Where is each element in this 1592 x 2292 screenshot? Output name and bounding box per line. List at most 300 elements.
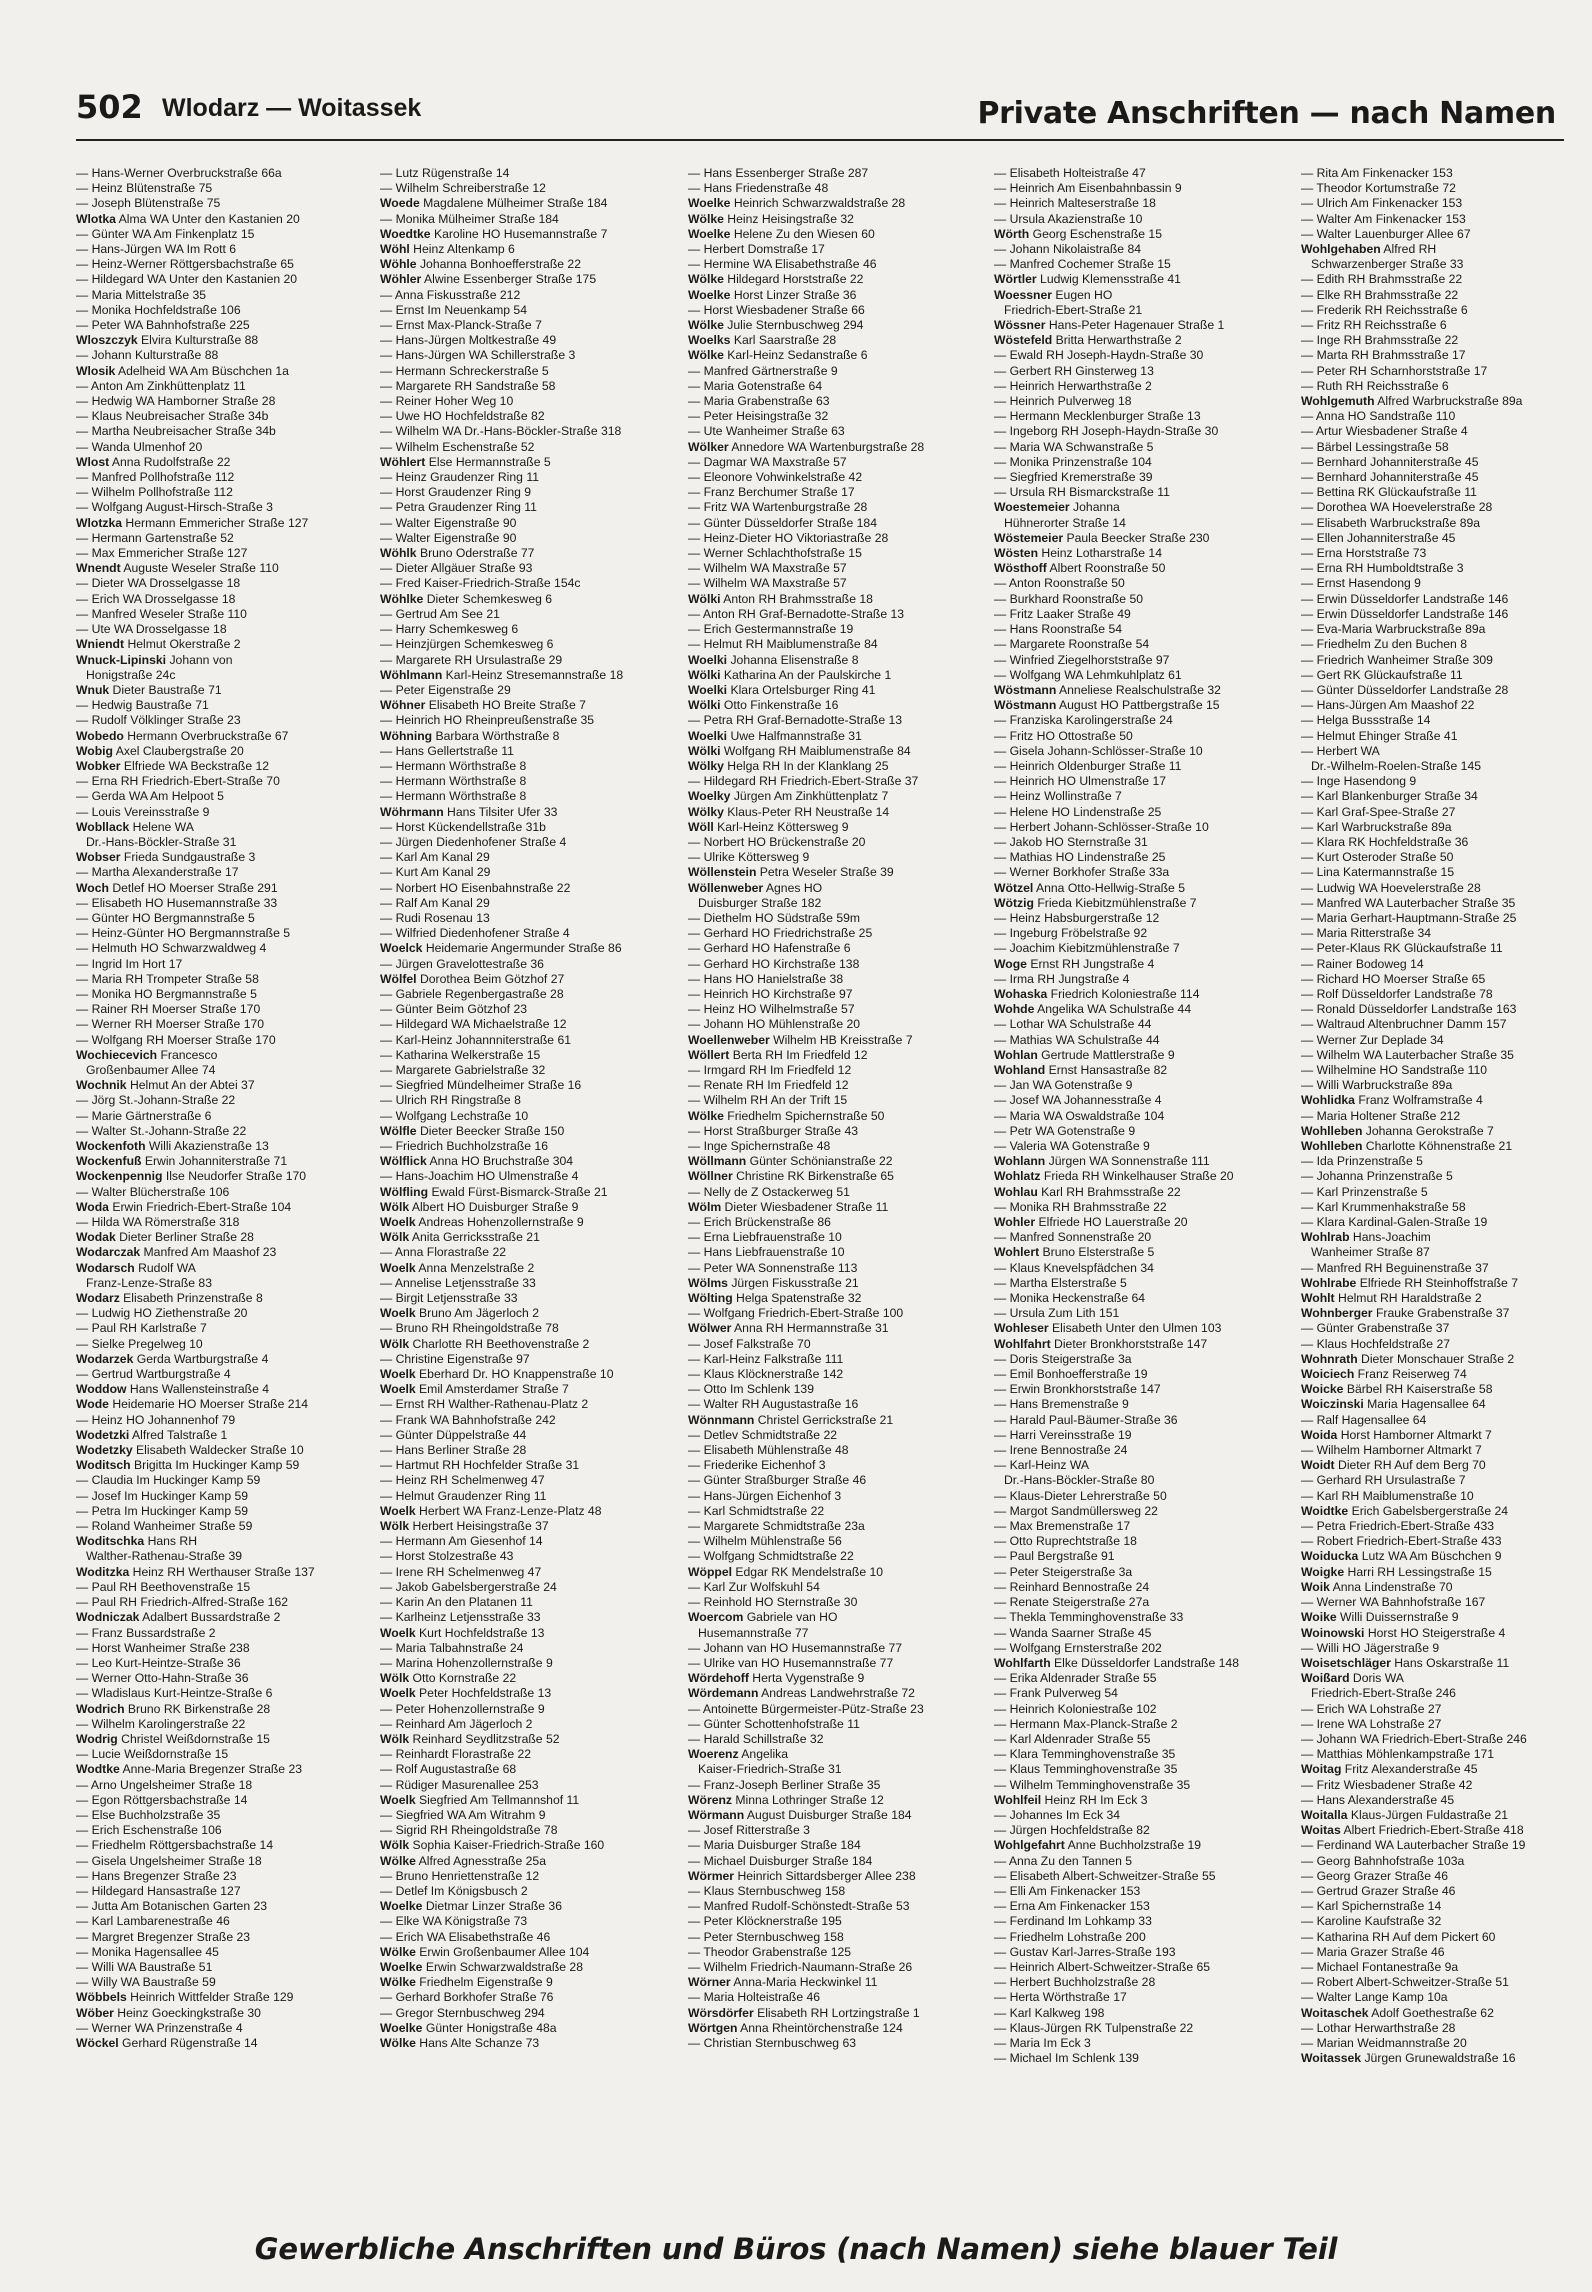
entry-text: — Uwe HO Hochfeldstraße 82 — [380, 409, 545, 424]
directory-entry — [688, 1215, 980, 1230]
directory-entry — [994, 2036, 1286, 2051]
directory-entry — [688, 1732, 980, 1747]
surname: Wobedo — [76, 728, 124, 743]
directory-entry — [76, 592, 368, 607]
surname: Wohlgehaben — [1301, 242, 1381, 257]
surname: Woelks — [688, 333, 731, 348]
directory-entry — [76, 1321, 368, 1336]
surname: Wohlfarth — [994, 1655, 1051, 1670]
directory-entry — [380, 1534, 672, 1549]
directory-entry — [76, 1732, 368, 1747]
entry-text: — Dieter WA Drosselgasse 18 — [76, 576, 241, 591]
surname: Wloszczyk — [76, 333, 138, 348]
directory-entry — [380, 607, 672, 622]
entry-text: — Inge Hasendong 9 — [1301, 774, 1417, 789]
entry-text: — Ernst Hasendong 9 — [1301, 576, 1421, 591]
entry-text: — Ruth RH Reichsstraße 6 — [1301, 378, 1449, 393]
entry-text: — Frederik RH Reichsstraße 6 — [1301, 302, 1468, 317]
entry-text: — Inge RH Brahmsstraße 22 — [1301, 333, 1459, 348]
entry-text: Hans RH — [144, 1534, 198, 1549]
entry-text: Christel Weißdornstraße 15 — [117, 1731, 270, 1746]
directory-entry — [994, 1671, 1286, 1686]
entry-text: — Hermann Wörthstraße 8 — [380, 789, 527, 804]
surname: Woiczinski — [1301, 1397, 1364, 1412]
entry-text: — Ingrid Im Hort 17 — [76, 956, 183, 971]
entry-text: Heidemarie Angermunder Straße 86 — [422, 941, 622, 956]
surname: Wodrich — [76, 1701, 125, 1716]
entry-text: — Rita Am Finkenacker 153 — [1301, 166, 1453, 180]
entry-text: Anne Buchholzstraße 19 — [1064, 1838, 1202, 1853]
entry-text: — Günter Straßburger Straße 46 — [688, 1473, 867, 1488]
directory-entry — [688, 729, 980, 744]
entry-text: Schwarzenberger Straße 33 — [1311, 257, 1464, 272]
directory-entry — [1301, 1549, 1576, 1564]
surname: Wodniczak — [76, 1610, 140, 1625]
directory-entry — [76, 394, 368, 409]
directory-entry — [76, 333, 368, 348]
directory-entry — [1301, 2006, 1576, 2021]
directory-entry — [380, 303, 672, 318]
surname: Wodarzek — [76, 1351, 134, 1366]
entry-text: — Heinrich Herwarthstraße 2 — [994, 378, 1152, 393]
directory-entry — [994, 926, 1286, 941]
directory-entry — [994, 941, 1286, 956]
entry-text: Erwin Friedrich-Ebert-Straße 104 — [108, 1199, 292, 1214]
entry-text: — Klaus Knevelspfädchen 34 — [994, 1260, 1154, 1275]
directory-entry — [76, 2036, 368, 2051]
directory-entry — [380, 698, 672, 713]
directory-entry — [688, 713, 980, 728]
entry-text: — Franz-Joseph Berliner Straße 35 — [688, 1777, 881, 1792]
entry-text: — Herbert Buchholzstraße 28 — [994, 1975, 1156, 1990]
entry-text: — Peter-Klaus RK Glückaufstraße 11 — [1301, 941, 1503, 956]
entry-text: Dr.-Wilhelm-Roelen-Straße 145 — [1311, 758, 1481, 773]
directory-entry — [1301, 805, 1576, 820]
directory-entry — [688, 1914, 980, 1929]
entry-text: — Hans-Jürgen Moltkestraße 49 — [380, 333, 557, 348]
directory-entry — [994, 1519, 1286, 1534]
directory-entry — [994, 424, 1286, 439]
entry-text: — Heinrich Albert-Schweitzer-Straße 65 — [994, 1959, 1211, 1974]
directory-entry — [688, 546, 980, 561]
directory-entry — [1301, 622, 1576, 637]
entry-text: — Erich WA Lohstraße 27 — [1301, 1701, 1442, 1716]
surname: Woida — [1301, 1427, 1338, 1442]
surname: Wösten — [994, 546, 1039, 561]
entry-text: — Hildegard RH Friedrich-Ebert-Straße 37 — [688, 774, 919, 789]
entry-text: — Manfred Gärtnerstraße 9 — [688, 363, 838, 378]
directory-entry — [688, 911, 980, 926]
entry-text: Peter Hochfeldstraße 13 — [415, 1686, 552, 1701]
entry-text: — Werner Borkhofer Straße 33a — [994, 865, 1170, 880]
entry-text: — Helmut Ehinger Straße 41 — [1301, 728, 1458, 743]
directory-entry — [688, 333, 980, 348]
surname: Wörner — [688, 1975, 731, 1990]
directory-entry — [688, 455, 980, 470]
surname: Wobser — [76, 850, 121, 865]
entry-text: Heinz Altenkamp 6 — [409, 242, 515, 257]
surname: Woelke — [688, 287, 731, 302]
entry-text: Erwin Großenbaumer Allee 104 — [415, 1944, 590, 1959]
surname: Woitassek — [1301, 2051, 1362, 2066]
directory-entry — [994, 1215, 1286, 1230]
directory-entry — [688, 896, 980, 911]
directory-entry — [380, 1778, 672, 1793]
directory-entry — [688, 850, 980, 865]
surname: Woitalla — [1301, 1807, 1348, 1822]
directory-entry — [380, 257, 672, 272]
directory-entry — [1301, 835, 1576, 850]
directory-entry — [380, 1033, 672, 1048]
directory-entry — [380, 516, 672, 531]
directory-entry — [994, 1930, 1286, 1945]
directory-entry — [994, 850, 1286, 865]
surname: Wöhlke — [380, 591, 424, 606]
directory-entry — [1301, 227, 1576, 242]
entry-text: — Lucie Weißdornstraße 15 — [76, 1747, 229, 1762]
directory-entry — [994, 1869, 1286, 1884]
entry-text: Dr.-Hans-Böckler-Straße 80 — [1004, 1473, 1155, 1488]
entry-text: — Wilhelm Eschenstraße 52 — [380, 439, 535, 454]
surname: Wölfel — [380, 971, 417, 986]
directory-entry — [1301, 1093, 1576, 1108]
entry-text: — Walter Eigenstraße 90 — [380, 530, 517, 545]
directory-entry — [76, 820, 368, 835]
directory-entry — [380, 531, 672, 546]
surname: Wölting — [688, 1291, 733, 1306]
entry-text: — Roland Wanheimer Straße 59 — [76, 1519, 253, 1534]
directory-entry — [994, 1230, 1286, 1245]
entry-text: Dieter Schemkesweg 6 — [423, 591, 553, 606]
directory-entry — [1301, 592, 1576, 607]
surname: Wohlrab — [1301, 1230, 1350, 1245]
entry-text: — Herbert Domstraße 17 — [688, 242, 825, 257]
surname: Woerenz — [688, 1747, 739, 1762]
directory-entry — [76, 941, 368, 956]
entry-text: — Helmut RH Maiblumenstraße 84 — [688, 637, 878, 652]
entry-text: Anna Lindenstraße 70 — [1329, 1579, 1453, 1594]
entry-text: Anna Otto-Hellwig-Straße 5 — [1033, 880, 1185, 895]
entry-text: — Doris Steigerstraße 3a — [994, 1351, 1132, 1366]
entry-text: Kurt Hochfeldstraße 13 — [415, 1625, 545, 1640]
directory-entry — [1301, 333, 1576, 348]
entry-text: Hans Alte Schanze 73 — [415, 2035, 540, 2050]
directory-entry — [994, 1276, 1286, 1291]
entry-text: — Else Buchholzstraße 35 — [76, 1807, 221, 1822]
entry-text: — Werner Zur Deplade 34 — [1301, 1032, 1444, 1047]
directory-entry — [688, 1808, 980, 1823]
entry-text: — Hilda WA Römerstraße 318 — [76, 1215, 240, 1230]
entry-text: Helmut An der Abtei 37 — [126, 1078, 255, 1093]
directory-entry — [688, 424, 980, 439]
entry-text: Franz Wolframstraße 4 — [1354, 1093, 1483, 1108]
entry-text: — Gerhard Borkhofer Straße 76 — [380, 1990, 554, 2005]
entry-text: — Heinrich Am Eisenbahnbassin 9 — [994, 181, 1182, 196]
directory-entry — [994, 1610, 1286, 1625]
page-header — [70, 88, 1580, 134]
entry-text: — Lothar Herwarthstraße 28 — [1301, 2020, 1456, 2035]
entry-text: — Maria Holteistraße 46 — [688, 1990, 821, 2005]
entry-text: — Marian Weidmannstraße 20 — [1301, 2035, 1467, 2050]
surname: Wötzig — [994, 895, 1034, 910]
directory-entry — [688, 1321, 980, 1336]
surname: Woelke — [380, 1899, 423, 1914]
directory-entry — [688, 1413, 980, 1428]
entry-text: — Theodor Kortumstraße 72 — [1301, 181, 1456, 196]
entry-text: Friedhelm Spichernstraße 50 — [723, 1108, 885, 1123]
entry-text: — Wilhelm Temminghovenstraße 35 — [994, 1777, 1191, 1792]
entry-text: — Karl Am Kanal 29 — [380, 850, 490, 865]
entry-text: — Hans Liebfrauenstraße 10 — [688, 1245, 845, 1260]
entry-text: Duisburger Straße 182 — [698, 895, 822, 910]
directory-entry — [1301, 181, 1576, 196]
entry-text: — Georg Bahnhofstraße 103a — [1301, 1853, 1465, 1868]
directory-entry — [688, 789, 980, 804]
directory-entry — [76, 379, 368, 394]
entry-text: — Friedrich Wanheimer Straße 309 — [1301, 652, 1493, 667]
directory-entry — [76, 759, 368, 774]
directory-entry — [1301, 1869, 1576, 1884]
entry-text: — Hermann Mecklenburger Straße 13 — [994, 409, 1201, 424]
entry-text: — Renate Steigerstraße 27a — [994, 1595, 1150, 1610]
entry-text: Johanna Gerokstraße 7 — [1362, 1123, 1494, 1138]
entry-text: — Maria Talbahnstraße 24 — [380, 1640, 524, 1655]
entry-text: — Ute WA Drosselgasse 18 — [76, 622, 227, 637]
directory-entry — [1301, 881, 1576, 896]
entry-text: — Karlheinz Letjensstraße 33 — [380, 1610, 541, 1625]
header-divider — [76, 139, 1564, 141]
directory-entry — [688, 470, 980, 485]
directory-entry — [76, 653, 368, 668]
directory-entry — [380, 683, 672, 698]
column-4 — [994, 166, 1286, 2196]
directory-entry — [380, 1808, 672, 1823]
entry-text: — Karl Prinzenstraße 5 — [1301, 1184, 1428, 1199]
directory-entry — [76, 1473, 368, 1488]
directory-entry — [380, 1352, 672, 1367]
directory-entry — [688, 1671, 980, 1686]
directory-entry — [1301, 409, 1576, 424]
entry-text: — Max Emmericher Straße 127 — [76, 546, 248, 561]
directory-entry — [688, 1778, 980, 1793]
entry-text: Heinz Goeckingkstraße 30 — [113, 2005, 261, 2020]
directory-entry — [1301, 759, 1576, 774]
directory-entry — [1301, 1352, 1576, 1367]
entry-text: — Norbert HO Eisenbahnstraße 22 — [380, 880, 571, 895]
surname: Wölm — [688, 1199, 722, 1214]
directory-entry — [380, 957, 672, 972]
entry-text: — Karin An den Platanen 11 — [380, 1595, 533, 1610]
entry-text: — Johann van HO Husemannstraße 77 — [688, 1640, 903, 1655]
directory-entry — [994, 348, 1286, 363]
directory-entry — [380, 379, 672, 394]
directory-entry — [1301, 1930, 1576, 1945]
directory-entry — [76, 576, 368, 591]
entry-text: — Ingeburg Fröbelstraße 92 — [994, 926, 1148, 941]
entry-text: — Werner WA Bahnhofstraße 167 — [1301, 1595, 1486, 1610]
directory-entry — [994, 592, 1286, 607]
directory-entry — [380, 1443, 672, 1458]
entry-text: — Lina Katermannstraße 15 — [1301, 865, 1455, 880]
surname: Wohlrabe — [1301, 1275, 1357, 1290]
directory-entry — [688, 272, 980, 287]
directory-entry — [1301, 1702, 1576, 1717]
directory-entry — [688, 759, 980, 774]
directory-entry — [76, 668, 368, 683]
entry-text: — Wilhelm Pollhofstraße 112 — [76, 485, 233, 500]
entry-text: — Willi HO Jägerstraße 9 — [1301, 1640, 1440, 1655]
surname: Wölki — [688, 743, 721, 758]
directory-entry — [380, 1686, 672, 1701]
entry-text: — Josef Ritterstraße 3 — [688, 1823, 810, 1838]
entry-text: — Jürgen Gravelottestraße 36 — [380, 956, 544, 971]
surname: Woitaschek — [1301, 2005, 1369, 2020]
entry-text: Minna Lothringer Straße 12 — [732, 1792, 884, 1807]
directory-entry — [1301, 1169, 1576, 1184]
entry-text: Anne-Maria Bregenzer Straße 23 — [119, 1762, 303, 1777]
directory-entry — [380, 546, 672, 561]
entry-text: — Hans-Joachim HO Ulmenstraße 4 — [380, 1169, 579, 1184]
directory-entry — [688, 1397, 980, 1412]
entry-text: — Josef Falkstraße 70 — [688, 1336, 811, 1351]
directory-entry — [994, 1686, 1286, 1701]
entry-text: — Wolfgang Lechstraße 10 — [380, 1108, 529, 1123]
entry-text: Friedrich-Ebert-Straße 246 — [1311, 1686, 1456, 1701]
directory-entry — [688, 1048, 980, 1063]
entry-text: — Wilhelm Karolingerstraße 22 — [76, 1716, 246, 1731]
entry-text: — Elisabeth HO Husemannstraße 33 — [76, 895, 278, 910]
entry-text: — Friedhelm Zu den Buchen 8 — [1301, 637, 1467, 652]
surname: Wohlt — [1301, 1291, 1335, 1306]
directory-entry — [994, 1854, 1286, 1869]
entry-text: — Annelise Letjensstraße 33 — [380, 1275, 536, 1290]
entry-text: Heinrich Schwarzwaldstraße 28 — [730, 196, 906, 211]
directory-entry — [76, 1139, 368, 1154]
entry-text: — Werner Schlachthofstraße 15 — [688, 546, 862, 561]
entry-text: Georg Eschenstraße 15 — [1029, 226, 1162, 241]
surname: Wohlfahrt — [994, 1336, 1051, 1351]
directory-entry — [76, 881, 368, 896]
entry-text: Erwin Schwarzwaldstraße 28 — [422, 1959, 583, 1974]
entry-text: — Ursula Zum Lith 151 — [994, 1306, 1120, 1321]
directory-entry — [76, 1641, 368, 1656]
entry-text: Alwine Essenberger Straße 175 — [421, 272, 597, 287]
entry-text: — Wilhelm Friedrich-Naumann-Straße 26 — [688, 1959, 913, 1974]
entry-text: Annedore WA Wartenburgstraße 28 — [728, 439, 925, 454]
directory-entry — [688, 1337, 980, 1352]
surname: Woercom — [688, 1610, 744, 1625]
entry-text: — Wilhelm WA Maxstraße 57 — [688, 576, 847, 591]
directory-entry — [688, 637, 980, 652]
surname: Woditsch — [76, 1458, 131, 1473]
entry-text: — Jutta Am Botanischen Garten 23 — [76, 1899, 268, 1914]
entry-text: — Franz Bussardstraße 2 — [76, 1625, 216, 1640]
directory-entry — [1301, 166, 1576, 181]
directory-entry — [380, 1337, 672, 1352]
directory-entry — [1301, 865, 1576, 880]
directory-entry — [994, 1169, 1286, 1184]
entry-text: Eugen HO — [1052, 287, 1113, 302]
directory-entry — [688, 1428, 980, 1443]
directory-entry — [688, 516, 980, 531]
entry-text: Husemannstraße 77 — [698, 1625, 809, 1640]
directory-entry — [380, 364, 672, 379]
entry-text: — Wilhelm WA Dr.-Hans-Böckler-Straße 318 — [380, 424, 622, 439]
entry-text: — Peter Steigerstraße 3a — [994, 1564, 1133, 1579]
directory-entry — [1301, 1337, 1576, 1352]
directory-entry — [76, 1656, 368, 1671]
directory-entry — [1301, 1945, 1576, 1960]
surname: Wodarsch — [76, 1260, 135, 1275]
entry-text: Manfred Am Maashof 23 — [140, 1245, 277, 1260]
directory-entry — [688, 409, 980, 424]
directory-entry — [994, 2051, 1286, 2066]
directory-entry — [994, 1884, 1286, 1899]
entry-text: — Franziska Karolingerstraße 24 — [994, 713, 1173, 728]
directory-entry — [1301, 561, 1576, 576]
surname: Wörtgen — [688, 2020, 738, 2035]
entry-text: — Michael Fontanestraße 9a — [1301, 1959, 1459, 1974]
directory-entry — [688, 561, 980, 576]
directory-entry — [76, 516, 368, 531]
surname: Wockenpennig — [76, 1169, 163, 1184]
directory-entry — [1301, 470, 1576, 485]
column-5 — [1301, 166, 1576, 2196]
directory-entry — [1301, 1306, 1576, 1321]
entry-text: — Wilhelmine HO Sandstraße 110 — [1301, 1062, 1488, 1077]
entry-text: — Erich Gestermannstraße 19 — [688, 622, 854, 637]
directory-entry — [1301, 379, 1576, 394]
entry-text: — Paul RH Beethovenstraße 15 — [76, 1579, 251, 1594]
directory-entry — [688, 2036, 980, 2051]
entry-text: — Hans Essenberger Straße 287 — [688, 166, 869, 180]
directory-entry — [688, 1930, 980, 1945]
directory-entry — [1301, 1078, 1576, 1093]
directory-entry — [76, 1185, 368, 1200]
directory-entry — [76, 911, 368, 926]
directory-entry — [1301, 1473, 1576, 1488]
surname: Wöllenstein — [688, 865, 757, 880]
entry-text: — Diethelm HO Südstraße 59m — [688, 910, 861, 925]
directory-entry — [380, 1549, 672, 1564]
directory-entry — [688, 1306, 980, 1321]
surname: Wodak — [76, 1230, 116, 1245]
entry-text: — Dorothea WA Hoevelerstraße 28 — [1301, 500, 1493, 515]
entry-text: — Hans Roonstraße 54 — [994, 622, 1123, 637]
directory-entry — [994, 1443, 1286, 1458]
directory-entry — [380, 1291, 672, 1306]
directory-entry — [380, 242, 672, 257]
directory-entry — [380, 1002, 672, 1017]
directory-entry — [1301, 1732, 1576, 1747]
surname: Wohleser — [994, 1321, 1049, 1336]
directory-entry — [688, 1793, 980, 1808]
entry-text: — Reinhard Bennostraße 24 — [994, 1579, 1150, 1594]
entry-text: — Hans-Jürgen Am Maashof 22 — [1301, 698, 1475, 713]
surname: Wnuk — [76, 682, 110, 697]
directory-entry — [76, 1899, 368, 1914]
directory-entry — [1301, 896, 1576, 911]
entry-text: — Margarete Roonstraße 54 — [994, 637, 1150, 652]
surname: Woelk — [380, 1215, 416, 1230]
entry-text: — Peter Sternbuschweg 158 — [688, 1929, 844, 1944]
directory-entry — [76, 622, 368, 637]
entry-text: Auguste Weseler Straße 110 — [120, 561, 279, 576]
directory-entry — [380, 637, 672, 652]
surname: Wöhlmann — [380, 667, 443, 682]
entry-text: — Gertrud Grazer Straße 46 — [1301, 1883, 1456, 1898]
entry-text: Günter Schönianstraße 22 — [746, 1154, 893, 1169]
